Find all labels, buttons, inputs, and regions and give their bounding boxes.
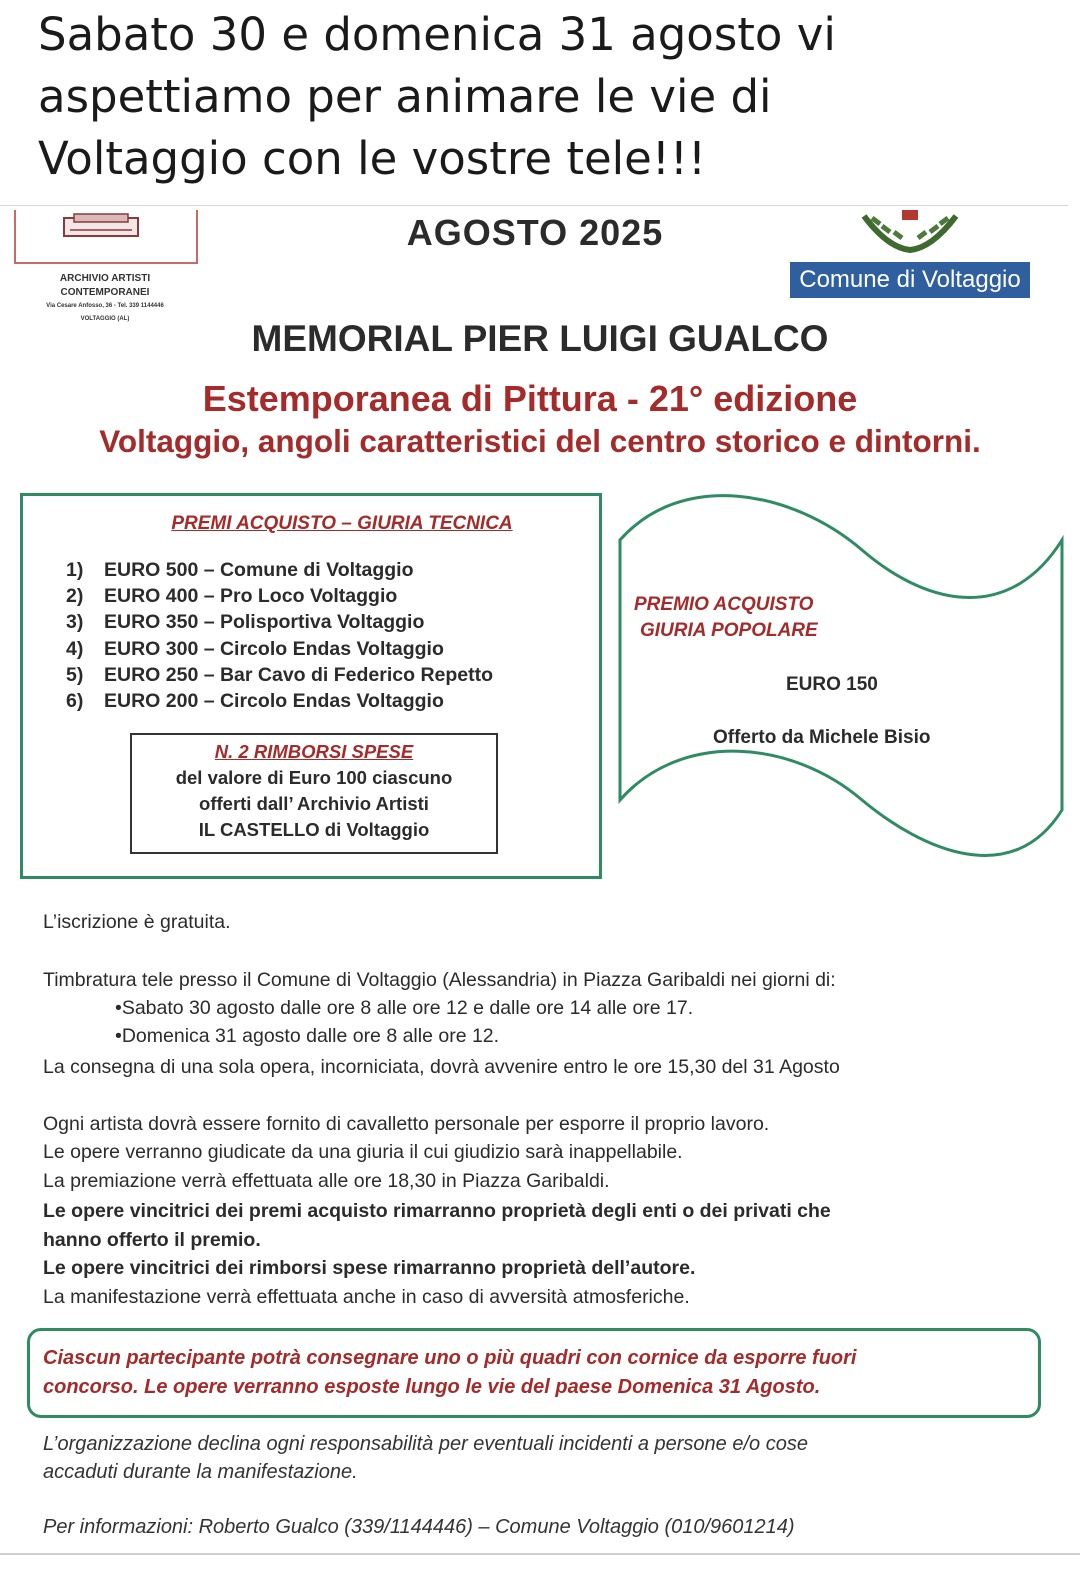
rimborsi-title: N. 2 RIMBORSI SPESE xyxy=(214,741,414,762)
note-line-1: Ciascun partecipante potrà consegnare uno o più quadri con cornice da esporre fuori xyxy=(43,1347,857,1369)
avversita-text: La manifestazione verrà effettuata anche in caso di avversità atmosferiche. xyxy=(43,1286,690,1308)
premiazione-text: La premiazione verrà effettuata alle ore 18,30 in Piazza Garibaldi. xyxy=(43,1170,610,1192)
archivio-line-1: ARCHIVIO ARTISTI xyxy=(59,273,151,284)
memorial-title: MEMORIAL PIER LUIGI GUALCO xyxy=(251,318,829,359)
vincitrici-premi-line-2: hanno offerto il premio. xyxy=(43,1229,261,1251)
giuria-popolare-flag xyxy=(612,480,1072,860)
cavalletto-text: Ogni artista dovrà essere fornito di cavalletto personale per esporre il proprio lavoro. xyxy=(43,1113,770,1135)
archivio-location: VOLTAGGIO (AL) xyxy=(80,316,130,322)
list-item: 6) EURO 200 – Circolo Endas Voltaggio xyxy=(66,690,444,713)
giuria-text: Le opere verranno giudicate da una giuria il cui giudizio sarà inappellabile. xyxy=(43,1141,683,1163)
list-item: 4) EURO 300 – Circolo Endas Voltaggio xyxy=(66,637,444,660)
archivio-address: Via Cesare Anfosso, 36 - Tel. 339 1144446 xyxy=(46,303,164,309)
rimborsi-line-2: offerti dall’ Archivio Artisti xyxy=(199,793,429,814)
disclaimer-line-2: accaduti durante la manifestazione. xyxy=(43,1461,358,1483)
domenica-schedule: •Domenica 31 agosto dalle ore 8 alle ore 12. xyxy=(115,1025,500,1047)
popolare-title-1: PREMIO ACQUISTO xyxy=(634,594,814,615)
prize-list xyxy=(66,557,493,714)
post-caption xyxy=(38,4,1048,190)
list-item: 3) EURO 350 – Polisportiva Voltaggio xyxy=(66,611,425,634)
comune-badge: Comune di Voltaggio xyxy=(790,262,1030,298)
vincitrici-rimborsi-text: Le opere vincitrici dei rimborsi spese rimarranno proprietà dell’autore. xyxy=(43,1257,696,1279)
image-bottom-divider xyxy=(0,1553,1080,1555)
sabato-schedule: •Sabato 30 agosto dalle ore 8 alle ore 12 e dalle ore 14 alle ore 17. xyxy=(115,997,694,1019)
disclaimer xyxy=(43,1430,1033,1486)
caption-line-2: aspettiamo per animare le vie di xyxy=(38,70,772,123)
archivio-line-2: CONTEMPORANEI xyxy=(60,287,150,298)
rimborsi-line-3: IL CASTELLO di Voltaggio xyxy=(198,819,430,840)
note-line-2: concorso. Le opere verranno esposte lungo le vie del paese Domenica 31 Agosto. xyxy=(43,1376,821,1398)
rimborsi-line-1: del valore di Euro 100 ciascuno xyxy=(175,767,453,788)
comune-crest-icon xyxy=(858,208,962,258)
archivio-logo-icon xyxy=(60,212,142,240)
popolare-amount: EURO 150 xyxy=(786,674,878,695)
list-item: 5) EURO 250 – Bar Cavo di Federico Repetto xyxy=(66,663,494,686)
fuori-concorso-text xyxy=(43,1344,1033,1402)
disclaimer-line-1: L’organizzazione declina ogni responsabilità per eventuali incidenti a persone e/o cose xyxy=(43,1433,808,1455)
contact-info: Per informazioni: Roberto Gualco (339/1144446) – Comune Voltaggio (010/9601214) xyxy=(43,1516,795,1538)
event-subtitle: Voltaggio, angoli caratteristici del centro storico e dintorni. xyxy=(99,423,981,459)
caption-line-1: Sabato 30 e domenica 31 agosto vi xyxy=(38,8,836,61)
popolare-title-2: GIURIA POPOLARE xyxy=(640,620,818,641)
consegna-text: La consegna di una sola opera, incorniciata, dovrà avvenire entro le ore 15,30 del 31 Agosto xyxy=(43,1056,840,1078)
vincitrici-premi-line-1: Le opere vincitrici dei premi acquisto rimarranno proprietà degli enti o dei privati che xyxy=(43,1200,831,1222)
rimborsi-box xyxy=(130,733,498,854)
timbratura-text: Timbratura tele presso il Comune di Voltaggio (Alessandria) in Piazza Garibaldi nei giorni di: xyxy=(43,969,836,991)
caption-line-3: Voltaggio con le vostre tele!!! xyxy=(38,132,706,185)
popolare-offer: Offerto da Michele Bisio xyxy=(713,727,931,748)
iscrizione-text: L’iscrizione è gratuita. xyxy=(43,911,231,933)
edition-title: Estemporanea di Pittura - 21° edizione xyxy=(202,378,858,419)
list-item: 2) EURO 400 – Pro Loco Voltaggio xyxy=(66,585,398,608)
list-item: 1) EURO 500 – Comune di Voltaggio xyxy=(66,559,414,581)
month-year-heading: AGOSTO 2025 xyxy=(406,212,664,253)
giuria-tecnica-title: PREMI ACQUISTO – GIURIA TECNICA xyxy=(171,513,513,534)
